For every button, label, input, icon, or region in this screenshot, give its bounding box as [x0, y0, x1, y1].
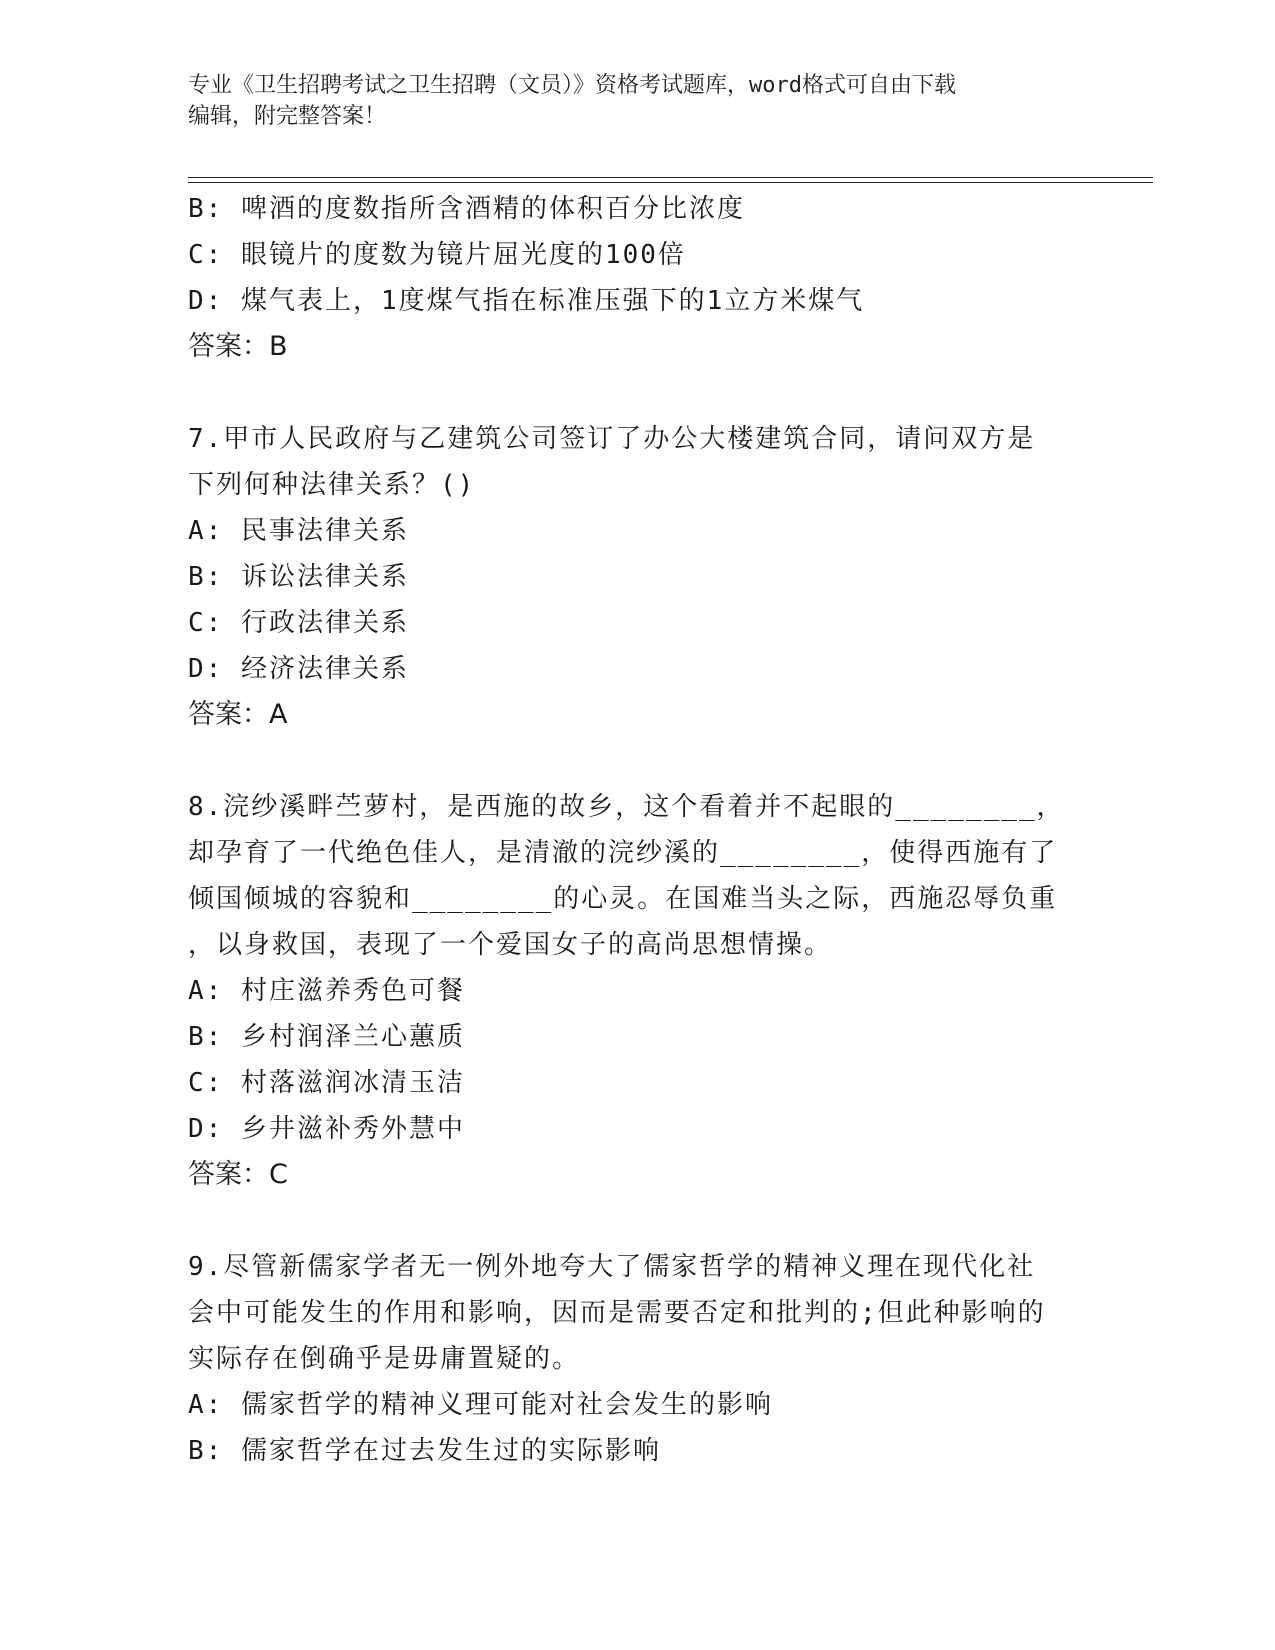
option-a: A: 民事法律关系 [188, 516, 409, 546]
question-7 [188, 416, 1088, 738]
question-stem-line: 下列何种法律关系？() [188, 470, 476, 500]
option-b: B: 乡村润泽兰心蕙质 [188, 1022, 465, 1052]
option-a: A: 村庄滋养秀色可餐 [188, 976, 465, 1006]
option-b: B: 儒家哲学在过去发生过的实际影响 [188, 1436, 661, 1466]
option-c: C: 眼镜片的度数为镜片屈光度的100倍 [188, 240, 686, 270]
question-stem-line: 8.浣纱溪畔苎萝村，是西施的故乡，这个看着并不起眼的________， [188, 792, 1065, 822]
question-stem-line: 却孕育了一代绝色佳人，是清澈的浣纱溪的________，使得西施有了 [188, 838, 1058, 868]
header-line-1: 专业《卫生招聘考试之卫生招聘（文员）》资格考试题库，word格式可自由下载 [188, 73, 956, 98]
option-b: B: 啤酒的度数指所含酒精的体积百分比浓度 [188, 194, 745, 224]
spacer [188, 370, 1088, 416]
question-list [188, 186, 1088, 1474]
option-b: B: 诉讼法律关系 [188, 562, 409, 592]
document-header [188, 70, 1088, 132]
question-6-tail [188, 186, 1088, 370]
option-d: D: 煤气表上，1度煤气指在标准压强下的1立方米煤气 [188, 286, 865, 316]
option-c: C: 村落滋润冰清玉洁 [188, 1068, 465, 1098]
option-a: A: 儒家哲学的精神义理可能对社会发生的影响 [188, 1390, 773, 1420]
header-line-2: 编辑，附完整答案！ [188, 104, 387, 129]
spacer [188, 738, 1088, 784]
answer-line: 答案：C [188, 1159, 288, 1190]
question-stem-line: 实际存在倒确乎是毋庸置疑的。 [188, 1344, 581, 1374]
option-d: D: 乡井滋补秀外慧中 [188, 1114, 465, 1144]
option-c: C: 行政法律关系 [188, 608, 409, 638]
spacer [188, 1198, 1088, 1244]
question-stem-line: 会中可能发生的作用和影响，因而是需要否定和批判的;但此种影响的 [188, 1298, 1046, 1328]
header-divider [188, 177, 1153, 183]
question-stem-line: 倾国倾城的容貌和________的心灵。在国难当头之际，西施忍辱负重 [188, 884, 1058, 914]
question-stem-line: 9.尽管新儒家学者无一例外地夸大了儒家哲学的精神义理在现代化社 [188, 1252, 1036, 1282]
question-9 [188, 1244, 1088, 1474]
option-d: D: 经济法律关系 [188, 654, 409, 684]
question-8 [188, 784, 1088, 1198]
answer-line: 答案：A [188, 699, 288, 730]
question-stem-line: ，以身救国，表现了一个爱国女子的高尚思想情操。 [188, 930, 833, 960]
answer-line: 答案：B [188, 331, 288, 362]
question-stem-line: 7.甲市人民政府与乙建筑公司签订了办公大楼建筑合同，请问双方是 [188, 424, 1036, 454]
